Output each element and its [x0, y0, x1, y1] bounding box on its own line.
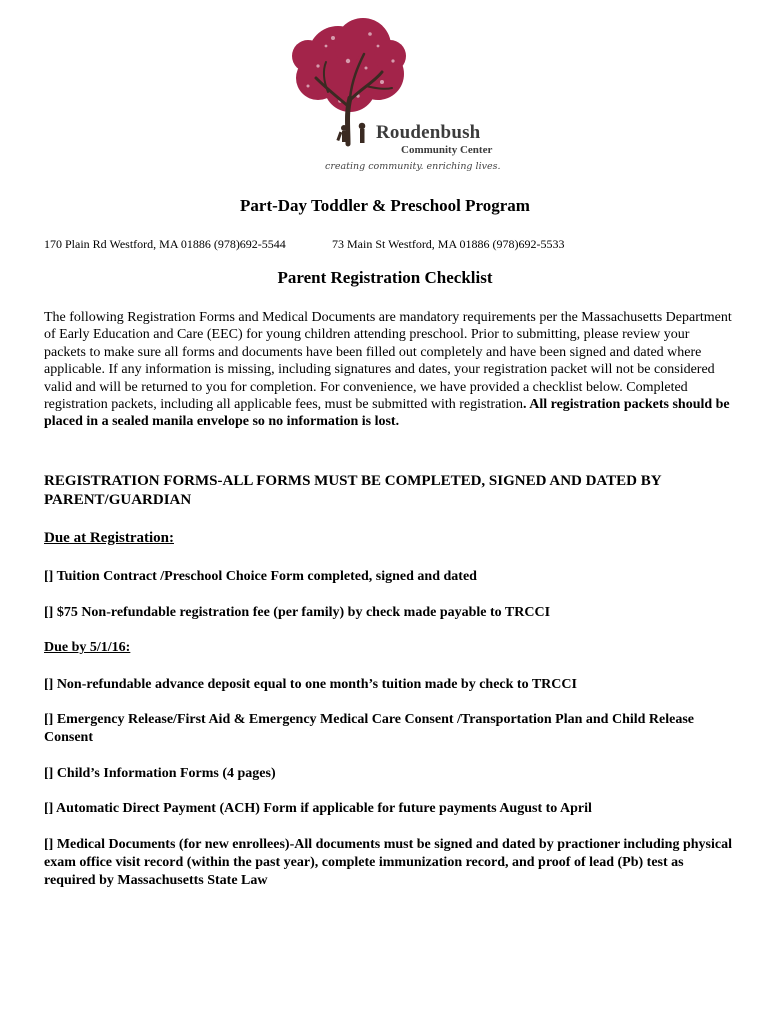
- due-by-date-heading: Due by 5/1/16:: [44, 640, 131, 655]
- checklist-item: [] Child’s Information Forms (4 pages): [44, 766, 276, 781]
- logo-tagline: creating community. enriching lives.: [325, 161, 501, 172]
- roudenbush-logo: [278, 16, 508, 176]
- address-main-st: 73 Main St Westford, MA 01886 (978)692-5533: [332, 237, 565, 251]
- checklist-item: [] $75 Non-refundable registration fee (per family) by check made payable to TRCCI: [44, 605, 551, 620]
- intro-paragraph: [44, 309, 734, 431]
- checklist-item: [] Emergency Release/First Aid & Emergency Medical Care Consent /Transportation Plan and Child Release Consent: [44, 712, 695, 745]
- program-title: Part-Day Toddler & Preschool Program: [240, 196, 530, 215]
- logo-name: Roudenbush: [376, 122, 481, 143]
- address-plain-rd: 170 Plain Rd Westford, MA 01886 (978)692-5544: [44, 237, 286, 251]
- checklist-title: Parent Registration Checklist: [277, 268, 493, 287]
- checklist-item: [] Tuition Contract /Preschool Choice Form completed, signed and dated: [44, 569, 477, 584]
- section-heading: REGISTRATION FORMS-ALL FORMS MUST BE COMPLETED, SIGNED AND DATED BY PARENT/GUARDIAN: [44, 473, 662, 508]
- checklist-item: [] Non-refundable advance deposit equal to one month’s tuition made by check to TRCCI: [44, 677, 577, 692]
- intro-text: The following Registration Forms and Medical Documents are mandatory requirements per the Massachusetts Department of Early Education and Care (EEC) for young children attending preschool. Prior to submitting, please review your packets to make sure all forms and documents have been filled out completely and have been signed and dated where applicable. If any information is missing, including signatures and dates, your registration packet will not be considered valid and will be returned to you for completion. For convenience, we have provided a checklist below. Completed registration packets, including all applicable fees, must be submitted with registration: [44, 310, 732, 413]
- intro-bold-text: . All registration packets should be placed in a sealed manila envelope so no information is lost.: [44, 397, 730, 430]
- logo-subtitle: Community Center: [401, 144, 493, 156]
- checklist-item: [] Automatic Direct Payment (ACH) Form if applicable for future payments August to April: [44, 801, 592, 816]
- due-at-registration-heading: Due at Registration:: [44, 530, 174, 546]
- checklist-item: [] Medical Documents (for new enrollees)-All documents must be signed and dated by practioner including physical exam office visit record (within the past year), complete immunization record, and proof of lead (Pb) test as required by Massachusetts State Law: [44, 837, 732, 888]
